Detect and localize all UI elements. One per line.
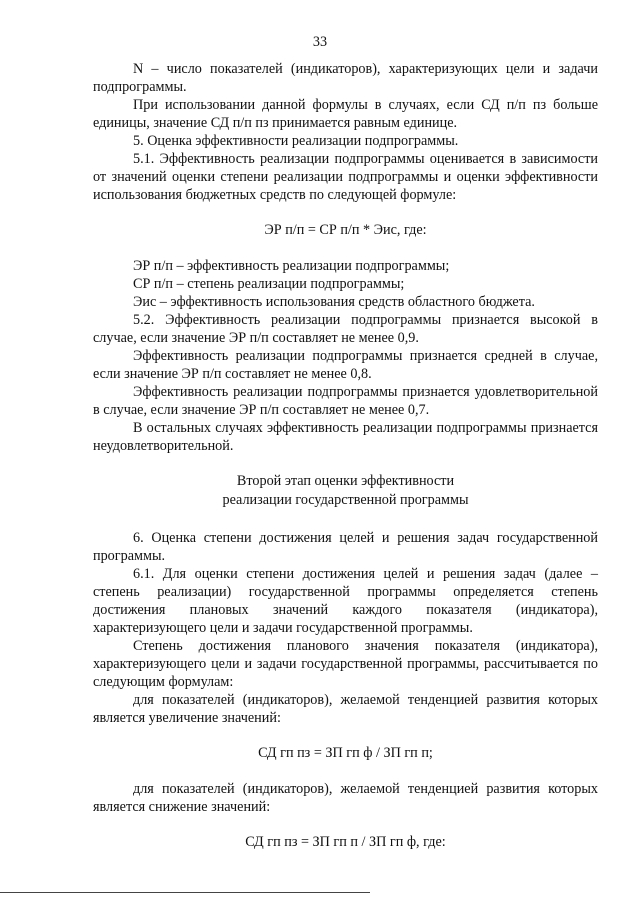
section-heading	[93, 472, 598, 510]
formula-er: ЭР п/п = СР п/п * Эис, где:	[264, 222, 427, 238]
paragraph-increase-indicators: для показателей (индикаторов), желаемой тенденцией развития которых является увеличение значений:	[93, 692, 598, 726]
formula-increase: СД гп пз = ЗП гп ф / ЗП гп п;	[258, 745, 433, 761]
document-body	[93, 60, 598, 869]
paragraph-n-definition: N – число показателей (индикаторов), характеризующих цели и задачи подпрограммы.	[93, 61, 598, 95]
paragraph-6-1: 6.1. Для оценки степени достижения целей и решения задач (далее – степень реализации) государственной программы определяется степень достижения плановых значений каждого показателя (индикатора), характеризующего цели и задачи государственной программы.	[93, 566, 598, 636]
paragraph-5-1: 5.1. Эффективность реализации подпрограммы оценивается в зависимости от значений оценки степени реализации подпрограммы и оценки эффективности использования бюджетных средств по следующей формуле:	[93, 151, 598, 203]
paragraph-eis-definition: Эис – эффективность использования средств областного бюджета.	[133, 294, 535, 310]
paragraph-5-2: 5.2. Эффективность реализации подпрограммы признается высокой в случае, если значение ЭР п/п составляет не менее 0,9.	[93, 312, 598, 346]
paragraph-decrease-indicators: для показателей (индикаторов), желаемой тенденцией развития которых является снижение значений:	[93, 781, 598, 815]
section-heading-line2: реализации государственной программы	[222, 492, 469, 508]
paragraph-section-5: 5. Оценка эффективности реализации подпрограммы.	[133, 133, 459, 149]
section-heading-line1: Второй этап оценки эффективности	[236, 473, 455, 489]
paragraph-indicator-degree: Степень достижения планового значения показателя (индикатора), характеризующего цели и задачи государственной программы, рассчитывается по следующим формулам:	[93, 638, 598, 690]
paragraph-medium: Эффективность реализации подпрограммы признается средней в случае, если значение ЭР п/п составляет не менее 0,8.	[93, 348, 598, 382]
formula-decrease: СД гп пз = ЗП гп п / ЗП гп ф, где:	[245, 834, 446, 850]
paragraph-er-definition: ЭР п/п – эффективность реализации подпрограммы;	[133, 258, 450, 274]
paragraph-formula-note: При использовании данной формулы в случаях, если СД п/п пз больше единицы, значение СД п/п пз принимается равным единице.	[93, 97, 598, 131]
footer-rule	[0, 892, 370, 893]
paragraph-sr-definition: СР п/п – степень реализации подпрограммы;	[133, 276, 405, 292]
page-number: 33	[312, 34, 328, 50]
paragraph-section-6: 6. Оценка степени достижения целей и решения задач государственной программы.	[93, 530, 598, 564]
paragraph-unsatisfactory: В остальных случаях эффективность реализации подпрограммы признается неудовлетворительной.	[93, 420, 598, 454]
paragraph-satisfactory: Эффективность реализации подпрограммы признается удовлетворительной в случае, если значение ЭР п/п составляет не менее 0,7.	[93, 384, 598, 418]
